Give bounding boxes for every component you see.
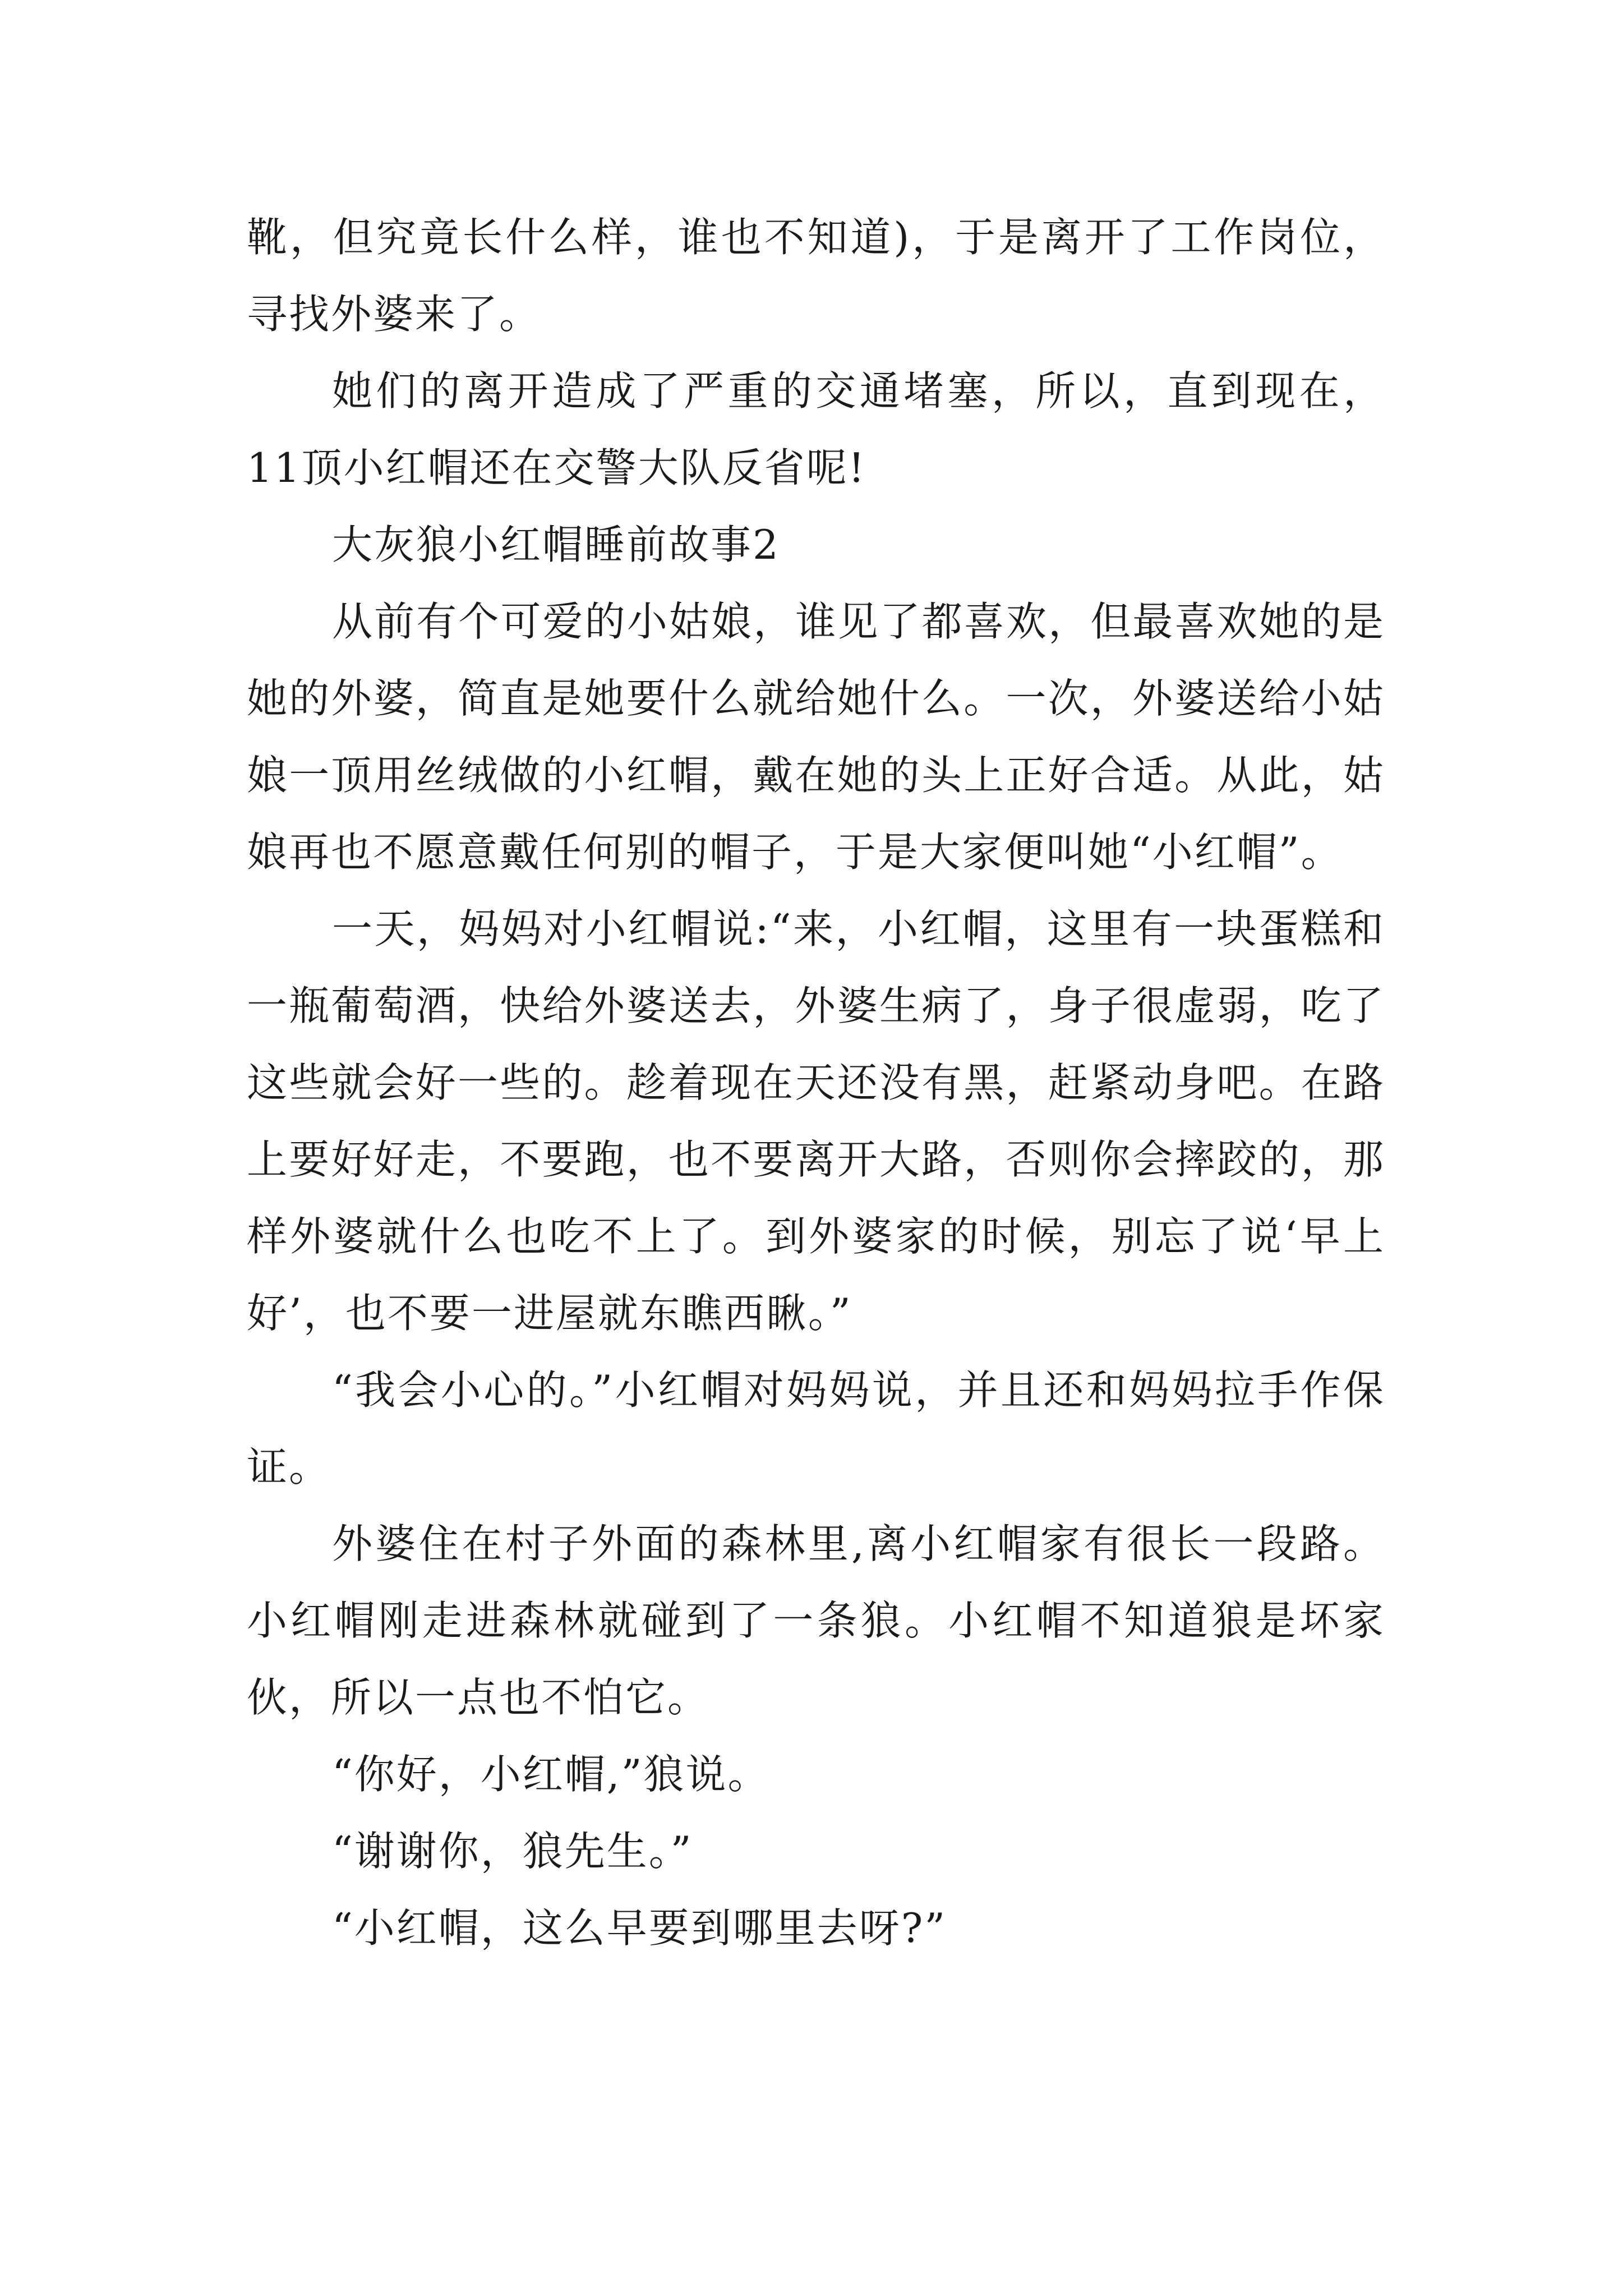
story-heading: 大灰狼小红帽睡前故事2 bbox=[332, 521, 780, 568]
paragraph-traffic-jam: 她们的离开造成了严重的交通堵塞，所以，直到现在，11顶小红帽还在交警大队反省呢! bbox=[247, 367, 1385, 491]
paragraph-promise: “我会小心的。”小红帽对妈妈说，并且还和妈妈拉手作保证。 bbox=[247, 1366, 1385, 1490]
dialog-line-question: “小红帽，这么早要到哪里去呀?” bbox=[332, 1904, 947, 1952]
paragraph-forest: 外婆住在村子外面的森林里,离小红帽家有很长一段路。小红帽刚走进森林就碰到了一条狼。小红帽不知道狼是坏家伙，所以一点也不怕它。 bbox=[247, 1520, 1385, 1721]
paragraph-mother-instructions: 一天，妈妈对小红帽说:“来，小红帽，这里有一块蛋糕和一瓶葡萄酒，快给外婆送去，外婆生病了，身子很虚弱，吃了这些就会好一些的。趁着现在天还没有黑，赶紧动身吧。在路上要好好走，不要跑，也不要离开大路，否则你会摔跤的，那样外婆就什么也吃不上了。到外婆家的时候，别忘了说‘早上好’，也不要一进屋就东瞧西瞅。” bbox=[247, 905, 1385, 1337]
dialog-line-wolf-greeting: “你好，小红帽,”狼说。 bbox=[332, 1751, 770, 1798]
paragraph-continuation: 靴，但究竟长什么样，谁也不知道)，于是离开了工作岗位，寻找外婆来了。 bbox=[247, 214, 1385, 338]
dialog-line-thanks: “谢谢你，狼先生。” bbox=[332, 1828, 693, 1875]
paragraph-introduction: 从前有个可爱的小姑娘，谁见了都喜欢，但最喜欢她的是她的外婆，简直是她要什么就给她什么。一次，外婆送给小姑娘一顶用丝绒做的小红帽，戴在她的头上正好合适。从此，姑娘再也不愿意戴任何别的帽子，于是大家便叫她“小红帽”。 bbox=[247, 598, 1385, 876]
document-body bbox=[247, 199, 1385, 1967]
